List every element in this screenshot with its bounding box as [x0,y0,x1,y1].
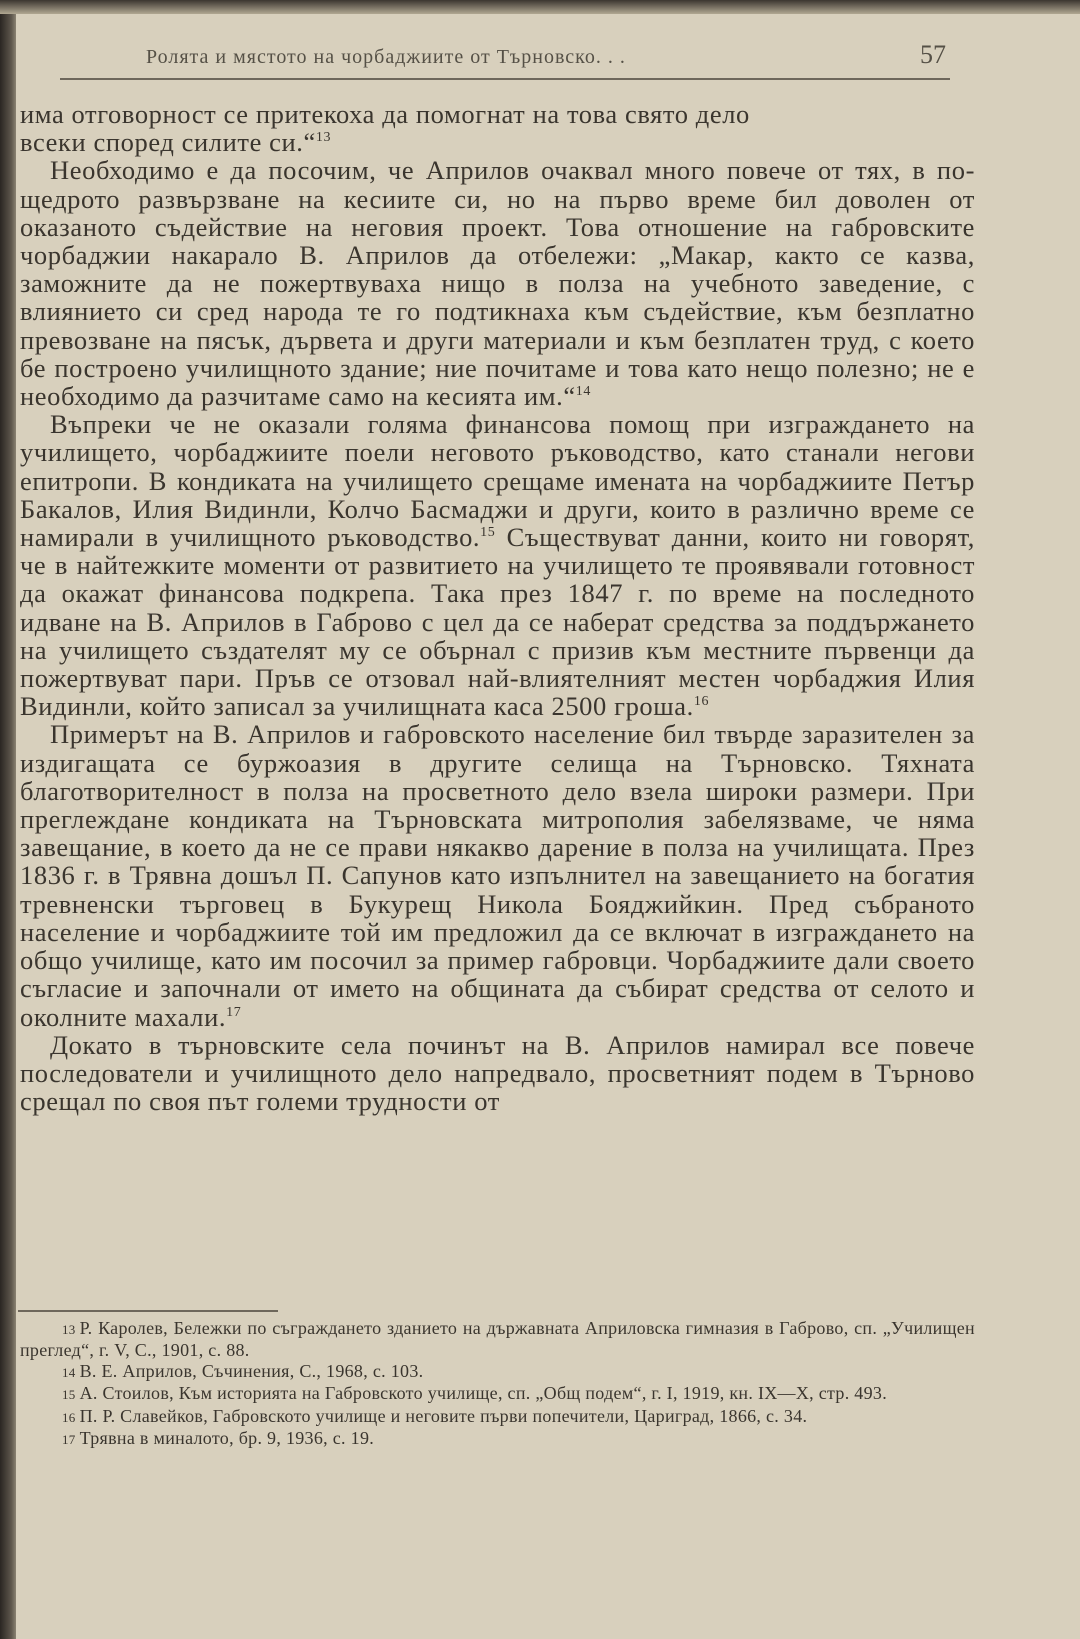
running-title: Ролята и мястото на чорбаджиите от Търновско. . . [146,46,626,68]
paragraph: Въпреки че не оказали голяма финансова помощ при изграждането на училището, чорбаджиите поели неговото ръководство, като станали негови епитропи. В кондиката на училището срещаме имената на чорбаджиите Петър Бакалов, Илия Видинли, Колчо Басмаджи и други, които в различно време се намирали в училищното ръководство.$^{15}$ Съществуват данни, които ни говорят, че в найтежките моменти от развитието на училището те проявявали готовност да окажат финансова подкрепа. Така през 1847 г. по време на последното идване на В. Априлов в Габрово с цел да се наберат средства за поддържането на училището създателят му се обърнал с призив към местните първенци да пожертвуват пари. Пръв се отзовал най-влиятелният местен чорбаджия Илия Видинли, който записал за училищната каса 2500 гроша.$^{16}$ [20,409,975,722]
footnote: 16 П. Р. Славейков, Габровското училище и неговите първи попечители, Цариград, 1866, с. 34. [62,1405,808,1426]
body-text [20,100,975,1115]
footnote-ref: 13 [315,130,332,146]
page-top-shadow [0,0,1080,14]
footnote: 15 А. Стоилов, Към историята на Габровското училище, сп. „Общ подем“, г. I, 1919, кн. IX—X, стр. 493. [62,1383,888,1404]
footnote: 14 В. Е. Априлов, Съчинения, С., 1968, с. 103. [62,1360,424,1381]
footnotes [20,1318,975,1450]
footnote-ref: 14 [575,384,591,400]
footnote-ref: 15 [480,525,496,541]
footnote-ref: 17 [226,1004,242,1020]
paragraph: Докато в търновските села починът на В. Априлов намирал все повече последователи и училищното дело напредвало, просветният подем в Търново срещал по своя път големи трудности от [20,1029,975,1117]
running-header [146,40,946,80]
page-number: 57 [920,40,946,69]
page-binding-shadow [0,0,16,1639]
paragraph: Примерът на В. Априлов и габровското население бил твърде заразителен за издигащата се буржоазия в другите селища на Търновско. Тяхната благотворителност в полза на просветното дело взела широки размери. При преглеждане кондиката на Търновската митрополия забелязваме, че няма завещание, в което да не се прави някакво дарение в полза на училищата. През 1836 г. в Трявна дошъл П. Сапунов като изпълнител на завещанието на богатия тревненски търговец в Букурещ Никола Бояджийкин. Пред събраното население и чорбаджиите той им предложил да се включат в изграждането на общо училище, като им посочил за пример габровци. Чорбаджиите дали своето съгласие и започнали от името на общината да събират средства от селото и околните махали.$^{17}$ [20,719,975,1032]
footnote-ref: 16 [693,694,710,710]
paragraph: всеки според силите си.“$^{13}$ [20,127,332,158]
footnote: 17 Трявна в миналото, бр. 9, 1936, с. 19. [62,1428,375,1449]
footnote: 13 Р. Каролев, Бележки по съграждането зданието на държавната Априловска гимназия в Габрово, сп. „Училищен преглед“, г. V, С., 1901, с. 88. [20,1318,975,1361]
paragraph: Необходимо е да посочим, че Априлов очаквал много повече от тях, в по-щедрото развързване на кесиите си, но на първо време бил доволен от оказаното съдействие на неговия проект. Това отношение на габровските чорбаджии накарало В. Априлов да отбележи: „Макар, както се казва, заможните да не пожертвуваха нищо в полза на учебното заведение, с влиянието си сред народа те го подтикнаха към съдействие, към безплатно превозване на пясък, дървета и други материали и към безплатен труд, с което бе построено училищното здание; ние почитаме и това като нещо полезно; не е необходимо да разчитаме само на кесията им.“$^{14}$ [20,155,975,412]
paragraph: има отговорност се притекоха да помогнат на това свято дело [20,99,750,129]
header-rule [60,78,950,80]
footnote-rule [18,1310,278,1312]
